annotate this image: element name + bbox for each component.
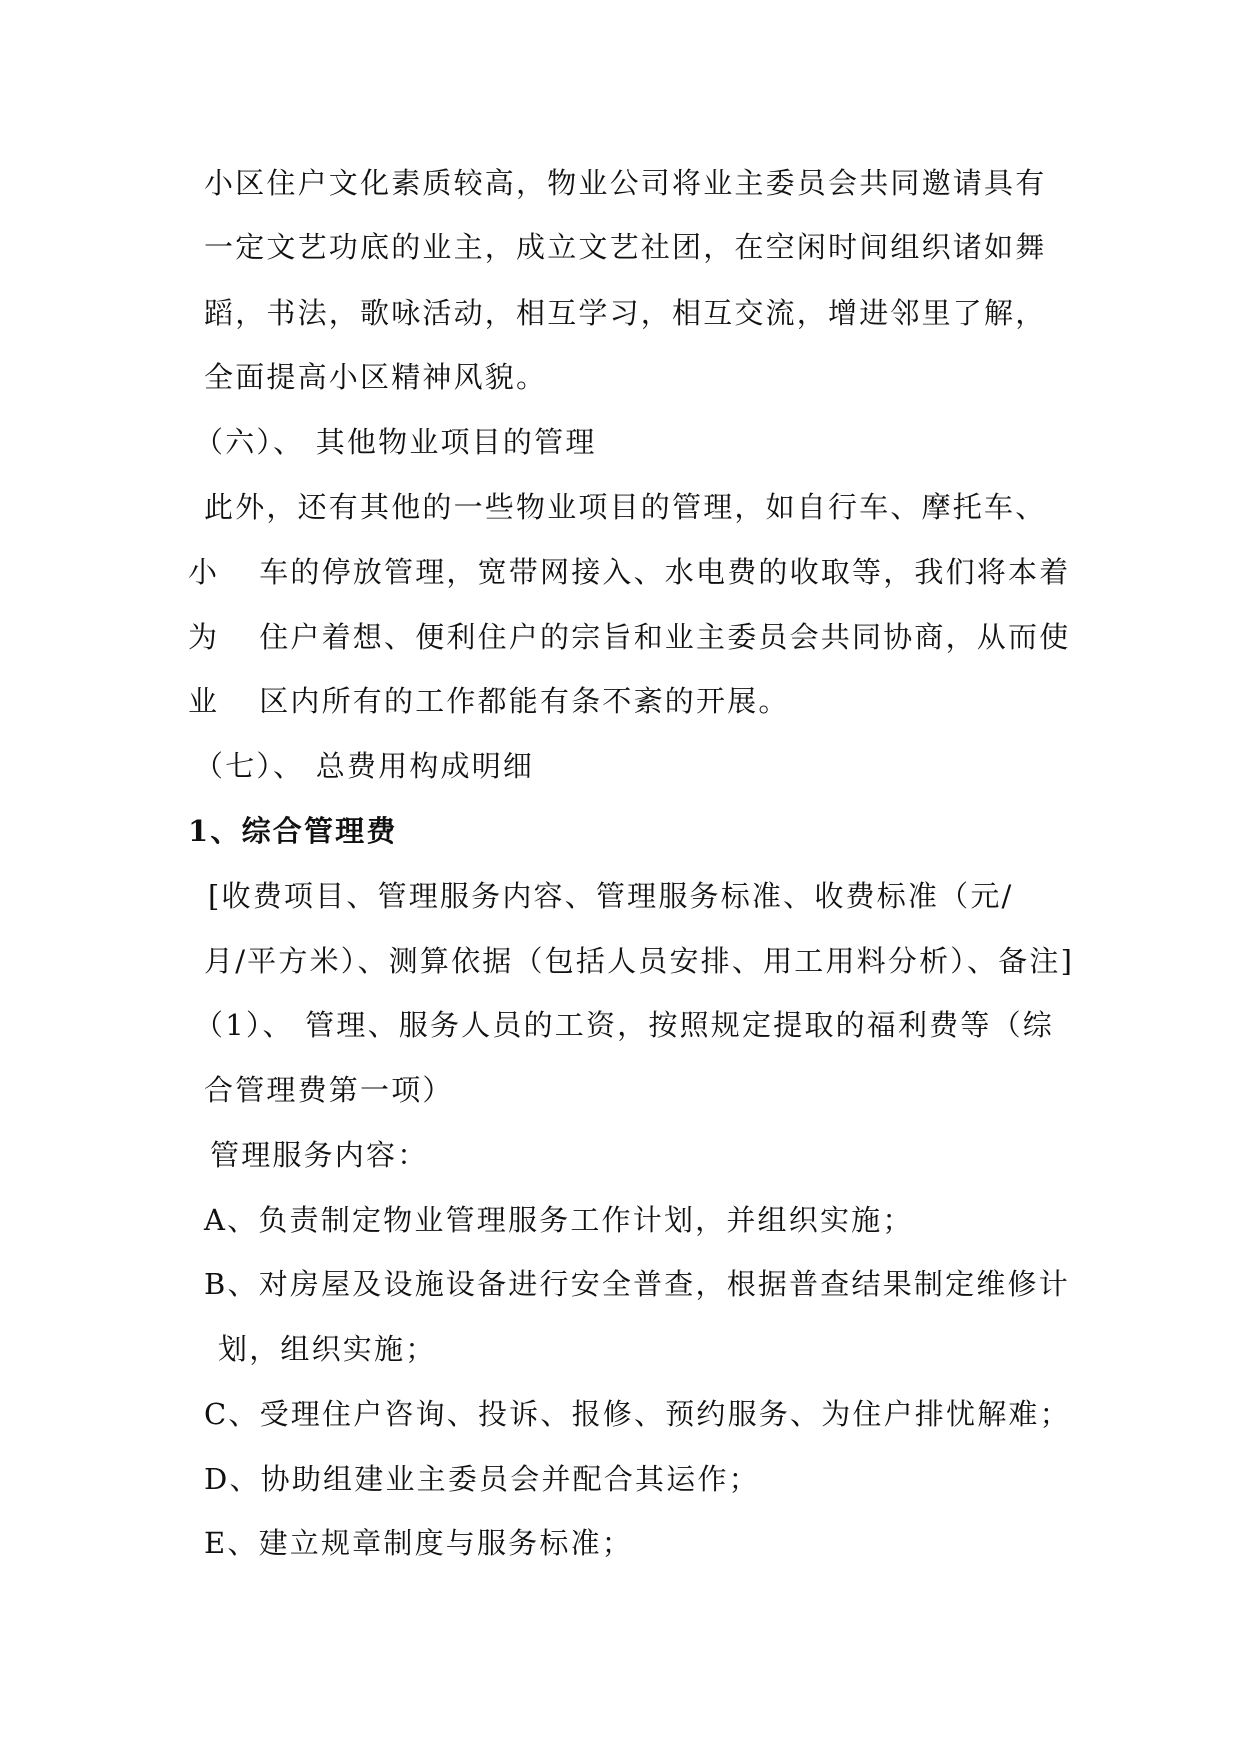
line-rest: 车的停放管理，宽带网接入、水电费的收取等，我们将本着 xyxy=(259,555,1071,589)
body-line: 蹈，书法，歌咏活动，相互学习，相互交流，增进邻里了解， xyxy=(204,296,1047,330)
list-item: E、建立规章制度与服务标准； xyxy=(204,1526,633,1560)
section-heading-six: （六）、 其他物业项目的管理 xyxy=(194,425,597,459)
body-line xyxy=(188,552,1070,592)
line-rest: 住户着想、便利住户的宗旨和业主委员会共同协商，从而使 xyxy=(259,620,1071,654)
body-line: （1）、 管理、服务人员的工资，按照规定提取的福利费等（综 xyxy=(194,1008,1054,1042)
line-lead-char: 小 xyxy=(188,555,220,589)
body-line: 小区住户文化素质较高，物业公司将业主委员会共同邀请具有 xyxy=(204,166,1047,200)
body-line: 一定文艺功底的业主，成立文艺社团，在空闲时间组织诸如舞 xyxy=(204,230,1047,264)
list-item: D、协助组建业主委员会并配合其运作； xyxy=(204,1462,760,1496)
line-rest: 区内所有的工作都能有条不紊的开展。 xyxy=(259,684,790,718)
list-item: A、负责制定物业管理服务工作计划，并组织实施； xyxy=(204,1203,914,1237)
body-line: 月/平方米）、测算依据（包括人员安排、用工用料分析）、备注] xyxy=(204,944,1075,978)
body-line: 此外，还有其他的一些物业项目的管理，如自行车、摩托车、 xyxy=(204,490,1047,524)
section-heading-seven: （七）、 总费用构成明细 xyxy=(194,749,535,783)
body-line: 合管理费第一项） xyxy=(204,1073,454,1107)
line-lead-char: 为 xyxy=(188,620,220,654)
label-service-content: 管理服务内容： xyxy=(210,1138,429,1172)
list-item: C、受理住户咨询、投诉、报修、预约服务、为住户排忧解难； xyxy=(204,1397,1071,1431)
list-item: B、对房屋及设施设备进行安全普查，根据普查结果制定维修计 xyxy=(204,1267,1070,1301)
line-lead-char: 业 xyxy=(188,684,220,718)
body-line: [收费项目、管理服务内容、管理服务标准、收费标准（元/ xyxy=(208,879,1014,913)
list-item-continuation: 划，组织实施； xyxy=(218,1332,437,1366)
body-line: 全面提高小区精神风貌。 xyxy=(204,360,548,394)
body-line xyxy=(188,617,1070,657)
body-line xyxy=(188,681,790,721)
subheading-management-fee: 1、综合管理费 xyxy=(188,814,398,848)
